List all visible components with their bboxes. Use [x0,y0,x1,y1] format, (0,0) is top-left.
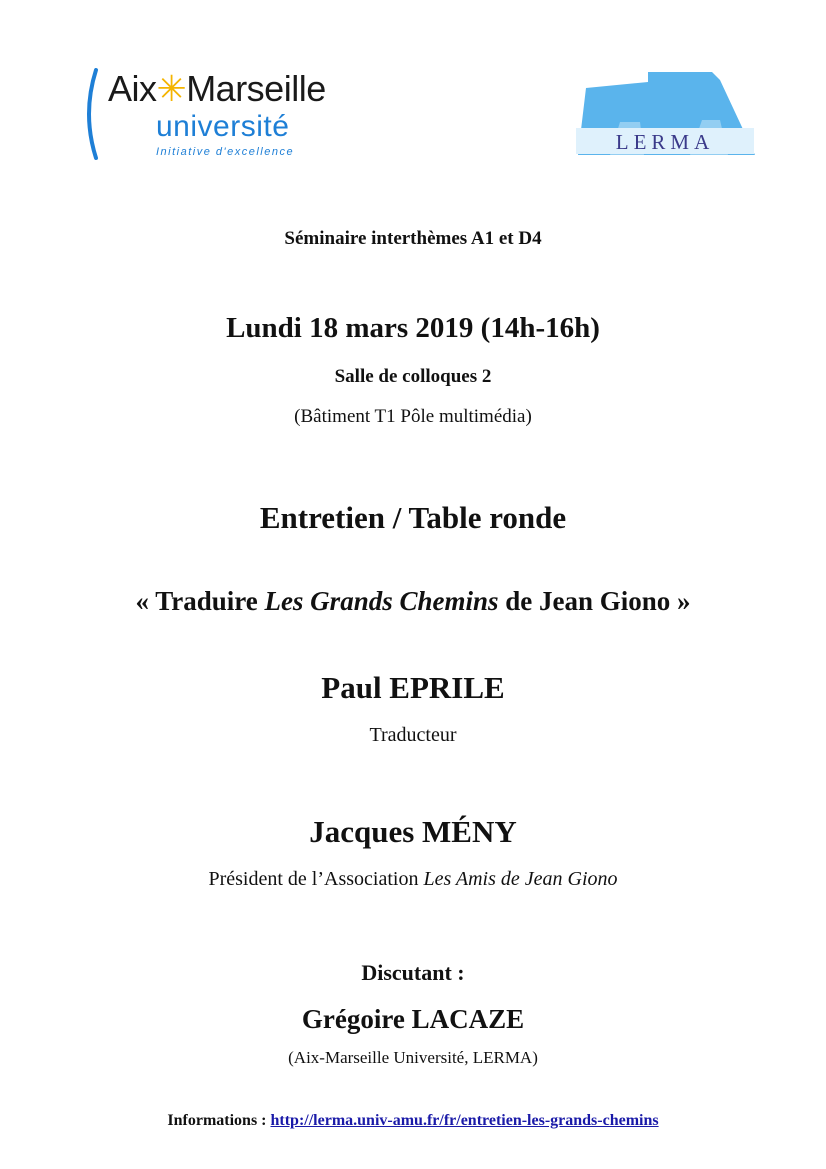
lerma-logo-text: LERMA [615,130,715,154]
lerma-logo [570,70,760,158]
discussant-affiliation: (Aix-Marseille Université, LERMA) [288,1048,538,1067]
amu-bracket-icon [80,68,100,160]
seminar-series: Séminaire interthèmes A1 et D4 [284,228,542,249]
amu-logo-name: Aix✳Marseille [108,68,326,109]
info-link[interactable]: http://lerma.univ-amu.fr/fr/entretien-les-grands-chemins [270,1112,659,1129]
speaker-name: Jacques MÉNY [309,814,517,849]
info-line [0,1112,826,1130]
discussant-name: Grégoire LACAZE [301,1004,525,1034]
amu-logo [80,66,350,166]
event-building: (Bâtiment T1 Pôle multimédia) [294,406,532,427]
event-format: Entretien / Table ronde [259,500,567,535]
event-date: Lundi 18 mars 2019 (14h-16h) [226,312,600,344]
amu-logo-tagline: Initiative d'excellence [156,146,295,158]
speaker-name: Paul EPRILE [321,670,505,705]
speaker-role: Président de l’Association Les Amis de Jean Giono [208,868,618,890]
discussant-label: Discutant : [361,960,465,985]
info-label: Informations : [167,1112,271,1129]
event-title: « Traduire Les Grands Chemins de Jean Giono » [135,586,691,616]
amu-logo-universite: université [156,110,290,143]
speaker-role: Traducteur [369,724,457,746]
event-room: Salle de colloques 2 [334,366,492,387]
amu-star-icon: ✳ [156,68,187,109]
